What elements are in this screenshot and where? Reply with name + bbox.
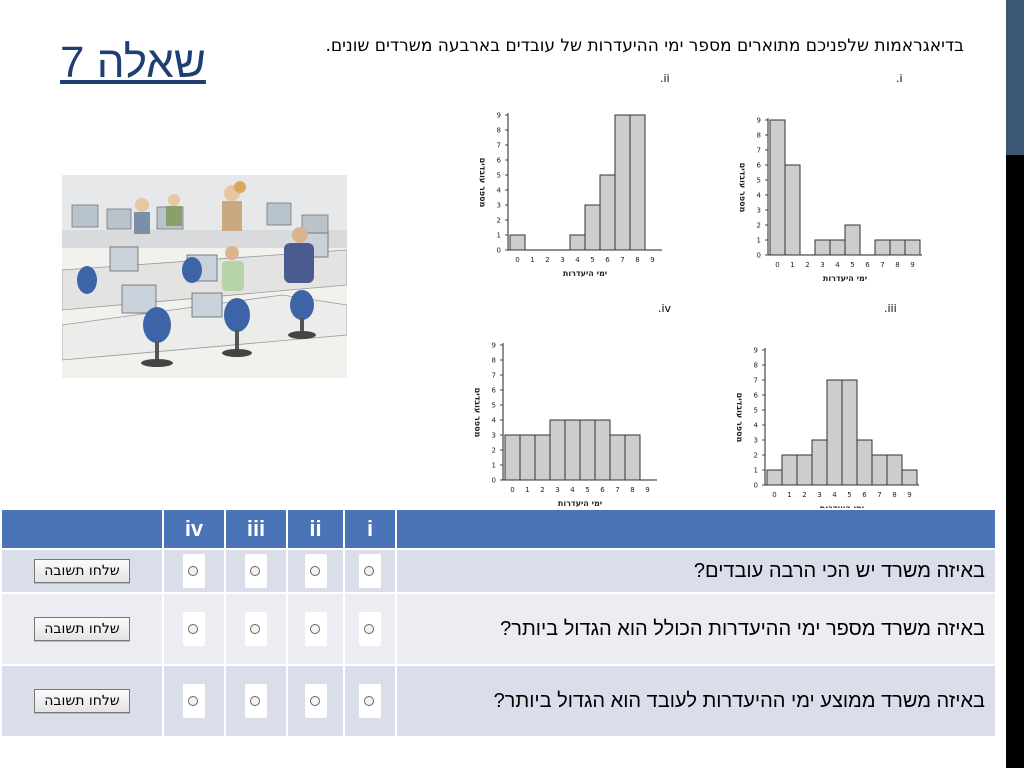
header-question-column: [396, 509, 996, 549]
histogram-bar: [580, 420, 595, 480]
y-tick-label: 6: [756, 161, 761, 170]
answer-table: [0, 508, 997, 738]
y-tick-label: 0: [491, 476, 496, 485]
radio-circle-icon: [250, 566, 260, 576]
radio-option-i[interactable]: [359, 554, 381, 588]
x-tick-label: 1: [790, 261, 795, 269]
radio-circle-icon: [364, 696, 374, 706]
x-tick-label: 7: [620, 256, 625, 264]
histogram-bar: [875, 240, 890, 255]
option-cell-i: [344, 593, 396, 665]
y-tick-label: 5: [753, 406, 758, 415]
y-tick-label: 7: [756, 146, 761, 155]
y-axis-title: מספר עובדים: [735, 392, 744, 443]
y-tick-label: 0: [756, 251, 761, 260]
y-tick-label: 9: [756, 116, 761, 125]
chart-label-iii: .iii: [884, 302, 897, 315]
y-tick-label: 3: [491, 431, 496, 440]
histogram-bar: [630, 115, 645, 250]
x-tick-label: 4: [575, 256, 580, 264]
x-tick-label: 5: [585, 486, 590, 494]
y-tick-label: 0: [496, 246, 501, 255]
y-tick-label: 2: [491, 446, 496, 455]
x-tick-label: 0: [510, 486, 515, 494]
y-tick-label: 0: [753, 481, 758, 490]
header-option-iii: iii: [225, 509, 287, 549]
chart-label-i: .i: [896, 72, 903, 85]
histogram-bar: [782, 455, 797, 485]
x-tick-label: 3: [560, 256, 565, 264]
y-tick-label: 1: [756, 236, 761, 245]
radio-option-iii[interactable]: [245, 684, 267, 718]
y-tick-label: 8: [753, 361, 758, 370]
histogram-ii: [460, 95, 690, 315]
submit-cell: [1, 665, 163, 737]
radio-circle-icon: [250, 696, 260, 706]
submit-cell: [1, 593, 163, 665]
radio-circle-icon: [364, 624, 374, 634]
y-tick-label: 4: [496, 186, 501, 195]
option-cell-ii: [287, 665, 344, 737]
histogram-bar: [815, 240, 830, 255]
histogram-i: [720, 100, 950, 320]
option-cell-iii: [225, 593, 287, 665]
x-tick-label: 9: [650, 256, 655, 264]
radio-option-ii[interactable]: [305, 684, 327, 718]
x-tick-label: 3: [555, 486, 560, 494]
y-tick-label: 4: [491, 416, 496, 425]
x-tick-label: 4: [832, 491, 837, 499]
radio-option-ii[interactable]: [305, 612, 327, 646]
histogram-bar: [510, 235, 525, 250]
header-option-i: i: [344, 509, 396, 549]
x-tick-label: 5: [590, 256, 595, 264]
radio-option-i[interactable]: [359, 612, 381, 646]
x-tick-label: 8: [630, 486, 635, 494]
y-tick-label: 8: [496, 126, 501, 135]
radio-option-iv[interactable]: [183, 612, 205, 646]
table-row: [1, 549, 996, 593]
submit-answer-button[interactable]: שלחו תשובה: [34, 617, 129, 641]
question-text: באיזה משרד ממוצע ימי ההיעדרות לעובד הוא הגדול ביותר?: [396, 665, 996, 737]
y-tick-label: 9: [753, 346, 758, 355]
histogram-bar: [827, 380, 842, 485]
option-cell-iii: [225, 549, 287, 593]
histogram-bar: [887, 455, 902, 485]
option-cell-i: [344, 549, 396, 593]
chart-label-ii: .ii: [660, 72, 670, 85]
x-tick-label: 3: [820, 261, 825, 269]
radio-circle-icon: [310, 566, 320, 576]
histogram-bar: [520, 435, 535, 480]
radio-circle-icon: [188, 566, 198, 576]
x-axis-title: ימי היעדרות: [557, 499, 603, 508]
question-intro: בדיאגראמות שלפניכם מתוארים מספר ימי ההיעדרות של עובדים בארבעה משרדים שונים.: [325, 36, 964, 56]
y-tick-label: 7: [491, 371, 496, 380]
page-title: שאלה 7: [60, 38, 206, 87]
radio-circle-icon: [310, 624, 320, 634]
y-tick-label: 2: [496, 216, 501, 225]
y-tick-label: 3: [496, 201, 501, 210]
histogram-bar: [797, 455, 812, 485]
x-tick-label: 0: [515, 256, 520, 264]
x-tick-label: 9: [907, 491, 912, 499]
x-tick-label: 8: [895, 261, 900, 269]
submit-answer-button[interactable]: שלחו תשובה: [34, 689, 129, 713]
y-tick-label: 7: [753, 376, 758, 385]
x-tick-label: 8: [892, 491, 897, 499]
histogram-bar: [585, 205, 600, 250]
histogram-bar: [902, 470, 917, 485]
radio-circle-icon: [250, 624, 260, 634]
histogram-bar: [505, 435, 520, 480]
radio-circle-icon: [188, 624, 198, 634]
option-cell-ii: [287, 549, 344, 593]
question-text: באיזה משרד מספר ימי ההיעדרות הכולל הוא הגדול ביותר?: [396, 593, 996, 665]
table-header-row: [1, 509, 996, 549]
radio-option-iv[interactable]: [183, 554, 205, 588]
histogram-bar: [600, 175, 615, 250]
option-cell-ii: [287, 593, 344, 665]
x-tick-label: 1: [525, 486, 530, 494]
option-cell-iv: [163, 593, 225, 665]
radio-option-iv[interactable]: [183, 684, 205, 718]
x-tick-label: 6: [605, 256, 610, 264]
question-text: באיזה משרד יש הכי הרבה עובדים?: [396, 549, 996, 593]
radio-circle-icon: [188, 696, 198, 706]
y-tick-label: 8: [756, 131, 761, 140]
x-tick-label: 6: [600, 486, 605, 494]
x-tick-label: 2: [540, 486, 545, 494]
y-tick-label: 5: [491, 401, 496, 410]
x-tick-label: 1: [787, 491, 792, 499]
histogram-bar: [615, 115, 630, 250]
y-tick-label: 5: [496, 171, 501, 180]
histogram-bar: [565, 420, 580, 480]
y-tick-label: 1: [491, 461, 496, 470]
slide-edge-accent: [1006, 0, 1024, 155]
y-tick-label: 3: [756, 206, 761, 215]
y-tick-label: 5: [756, 176, 761, 185]
x-tick-label: 5: [847, 491, 852, 499]
option-cell-iv: [163, 549, 225, 593]
office-workers-illustration: [62, 175, 347, 378]
header-option-iv: iv: [163, 509, 225, 549]
x-tick-label: 5: [850, 261, 855, 269]
x-tick-label: 2: [545, 256, 550, 264]
histogram-bar: [842, 380, 857, 485]
radio-option-iii[interactable]: [245, 612, 267, 646]
y-tick-label: 8: [491, 356, 496, 365]
table-row: [1, 593, 996, 665]
header-option-ii: ii: [287, 509, 344, 549]
histogram-bar: [595, 420, 610, 480]
y-axis-title: מספר עובדים: [738, 162, 747, 213]
histogram-bar: [830, 240, 845, 255]
y-tick-label: 3: [753, 436, 758, 445]
x-tick-label: 7: [880, 261, 885, 269]
submit-cell: [1, 549, 163, 593]
histogram-bar: [890, 240, 905, 255]
option-cell-iv: [163, 665, 225, 737]
x-tick-label: 4: [570, 486, 575, 494]
x-tick-label: 4: [835, 261, 840, 269]
histogram-bar: [570, 235, 585, 250]
y-tick-label: 2: [753, 451, 758, 460]
radio-circle-icon: [310, 696, 320, 706]
y-tick-label: 1: [753, 466, 758, 475]
radio-circle-icon: [364, 566, 374, 576]
x-axis-title: ימי היעדרות: [562, 269, 608, 278]
radio-option-i[interactable]: [359, 684, 381, 718]
x-tick-label: 8: [635, 256, 640, 264]
histogram-bar: [625, 435, 640, 480]
header-button-column: [1, 509, 163, 549]
table-row: [1, 665, 996, 737]
y-tick-label: 7: [496, 141, 501, 150]
histogram-bar: [812, 440, 827, 485]
x-tick-label: 6: [865, 261, 870, 269]
histogram-bar: [905, 240, 920, 255]
submit-answer-button[interactable]: שלחו תשובה: [34, 559, 129, 583]
histogram-bar: [767, 470, 782, 485]
option-cell-iii: [225, 665, 287, 737]
y-tick-label: 4: [756, 191, 761, 200]
x-tick-label: 0: [775, 261, 780, 269]
x-axis-title: ימי היעדרות: [822, 274, 868, 283]
x-tick-label: 2: [802, 491, 807, 499]
y-tick-label: 6: [753, 391, 758, 400]
histogram-bar: [857, 440, 872, 485]
y-axis-title: מספר עובדים: [473, 387, 482, 438]
x-tick-label: 7: [877, 491, 882, 499]
y-tick-label: 6: [496, 156, 501, 165]
y-tick-label: 2: [756, 221, 761, 230]
y-axis-title: מספר עובדים: [478, 157, 487, 208]
radio-option-ii[interactable]: [305, 554, 327, 588]
x-tick-label: 0: [772, 491, 777, 499]
y-tick-label: 9: [491, 341, 496, 350]
histogram-bar: [550, 420, 565, 480]
chart-label-iv: .iv: [658, 302, 672, 315]
histogram-bar: [770, 120, 785, 255]
histogram-bar: [872, 455, 887, 485]
x-tick-label: 9: [645, 486, 650, 494]
y-tick-label: 6: [491, 386, 496, 395]
option-cell-i: [344, 665, 396, 737]
x-tick-label: 1: [530, 256, 535, 264]
x-tick-label: 2: [805, 261, 810, 269]
x-tick-label: 9: [910, 261, 915, 269]
x-tick-label: 3: [817, 491, 822, 499]
histogram-bar: [610, 435, 625, 480]
x-tick-label: 6: [862, 491, 867, 499]
histogram-bar: [535, 435, 550, 480]
histogram-bar: [785, 165, 800, 255]
radio-option-iii[interactable]: [245, 554, 267, 588]
y-tick-label: 9: [496, 111, 501, 120]
histogram-bar: [845, 225, 860, 255]
y-tick-label: 4: [753, 421, 758, 430]
x-tick-label: 7: [615, 486, 620, 494]
y-tick-label: 1: [496, 231, 501, 240]
